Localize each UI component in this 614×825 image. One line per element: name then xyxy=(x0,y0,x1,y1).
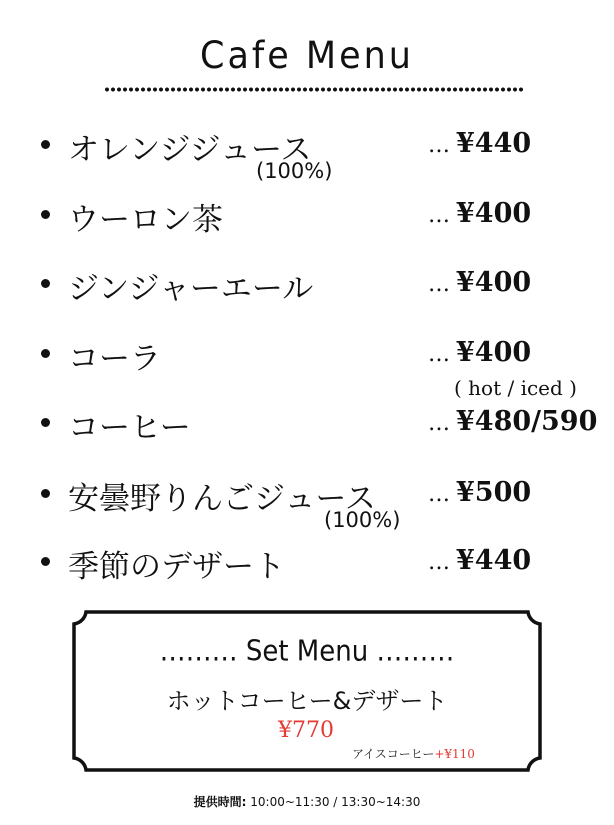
menu-item-seasonal-dessert xyxy=(0,541,614,585)
item-price xyxy=(428,477,531,508)
menu-item-orange-juice xyxy=(0,124,614,168)
price-leader: … xyxy=(428,342,450,367)
item-name: ウーロン茶 xyxy=(68,202,223,238)
bullet-icon xyxy=(41,279,50,288)
item-price xyxy=(428,406,597,437)
menu-item-ginger-ale xyxy=(0,263,614,307)
item-price xyxy=(428,128,531,159)
bullet-icon xyxy=(41,140,50,149)
bullet-icon xyxy=(41,210,50,219)
price-value: ¥440 xyxy=(456,128,532,159)
bullet-icon xyxy=(41,418,50,427)
price-leader: … xyxy=(428,203,450,228)
set-menu-price: ¥770 xyxy=(278,718,334,743)
menu-item-azumino-apple-juice xyxy=(0,473,614,517)
menu-item-oolong-tea xyxy=(0,194,614,238)
item-price xyxy=(428,337,531,368)
hours-label: 提供時間: xyxy=(193,795,247,809)
service-hours xyxy=(0,793,614,810)
item-price xyxy=(428,198,531,229)
price-value: ¥400 xyxy=(456,267,532,298)
set-menu-title: ……… Set Menu ……… xyxy=(159,635,455,669)
price-leader: … xyxy=(428,411,450,436)
item-note: (100%) xyxy=(256,159,333,183)
price-value: ¥500 xyxy=(456,477,532,508)
bullet-icon xyxy=(41,557,50,566)
iced-coffee-label: アイスコーヒー xyxy=(352,747,435,761)
title-dotted-underline xyxy=(104,87,524,92)
bullet-icon xyxy=(41,349,50,358)
menu-item-cola xyxy=(0,333,614,377)
price-value: ¥480/590 xyxy=(456,406,598,437)
item-name: コーヒー xyxy=(68,410,191,446)
item-price xyxy=(428,267,531,298)
item-name: 季節のデザート xyxy=(68,549,285,585)
set-menu-iced-note xyxy=(352,745,475,762)
price-leader: … xyxy=(428,550,450,575)
hours-value: 10:00~11:30 / 13:30~14:30 xyxy=(246,795,421,809)
price-value: ¥400 xyxy=(456,337,532,368)
item-name: コーラ xyxy=(68,341,161,377)
item-name: ジンジャーエール xyxy=(68,271,314,307)
price-value: ¥440 xyxy=(456,545,532,576)
iced-coffee-extra: +¥110 xyxy=(434,747,475,761)
item-price xyxy=(428,545,531,576)
price-leader: … xyxy=(428,133,450,158)
bullet-icon xyxy=(41,489,50,498)
set-menu-description: ホットコーヒー&デザート xyxy=(166,687,448,715)
item-note: ( hot / iced ) xyxy=(454,376,577,400)
item-name: 安曇野りんごジュース xyxy=(68,481,376,517)
price-leader: … xyxy=(428,272,450,297)
menu-title: Cafe Menu xyxy=(200,34,414,78)
menu-item-coffee xyxy=(0,402,614,446)
price-value: ¥400 xyxy=(456,198,532,229)
item-note: (100%) xyxy=(324,508,401,532)
price-leader: … xyxy=(428,482,450,507)
item-name: オレンジジュース xyxy=(68,132,312,168)
